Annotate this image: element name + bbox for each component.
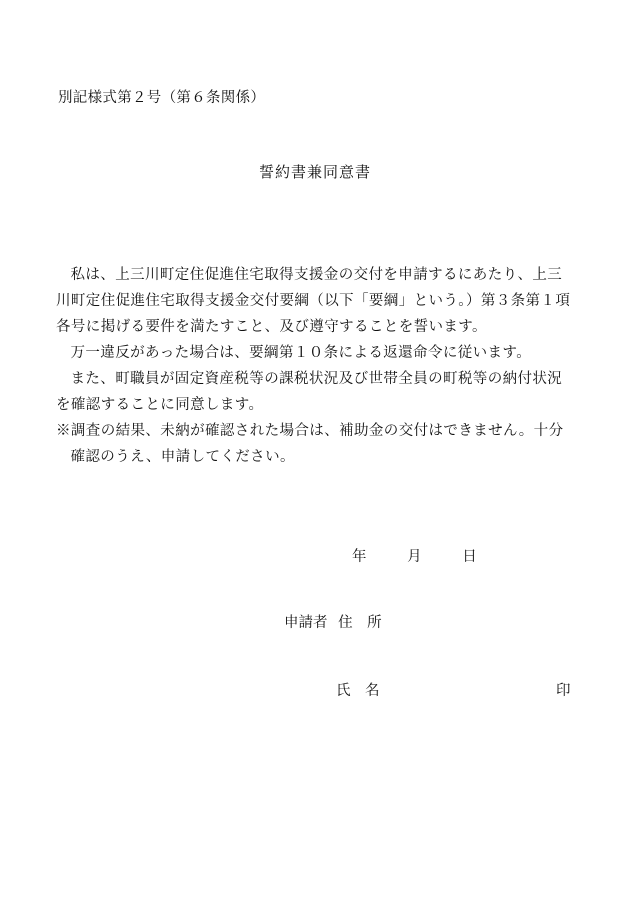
applicant-label: 申請者 xyxy=(284,615,328,631)
seal-mark: 印 xyxy=(556,683,571,699)
pledge-paragraph: 私は、上三川町定住促進住宅取得支援金の交付を申請するにあたり、上三川町定住促進住宅取得支援金交付要綱（以下「要綱」という。）第３条第１項各号に掲げる要件を満たすこと、及び遵守することを誓います。 xyxy=(56,267,571,335)
name-label: 氏 名 xyxy=(336,683,380,699)
form-number: 別記様式第２号（第６条関係） xyxy=(58,90,266,106)
date-year-label: 年 xyxy=(352,549,367,565)
date-line xyxy=(352,545,477,566)
address-label: 住 所 xyxy=(338,615,382,631)
consent-paragraph: また、町職員が固定資産税等の課税状況及び世帯全員の町税等の納付状況を確認することに同意します。 xyxy=(56,371,563,413)
applicant-name-row xyxy=(336,679,380,700)
date-day-label: 日 xyxy=(462,549,477,565)
violation-paragraph: 万一違反があった場合は、要綱第１０条による返還命令に従います。 xyxy=(70,345,532,361)
note-paragraph: ※調査の結果、未納が確認された場合は、補助金の交付はできません。十分確認のうえ、申請してください。 xyxy=(56,423,564,465)
body-text xyxy=(56,262,576,470)
applicant-address-row xyxy=(284,611,382,632)
date-month-label: 月 xyxy=(407,549,422,565)
document-title: 誓約書兼同意書 xyxy=(258,163,371,181)
